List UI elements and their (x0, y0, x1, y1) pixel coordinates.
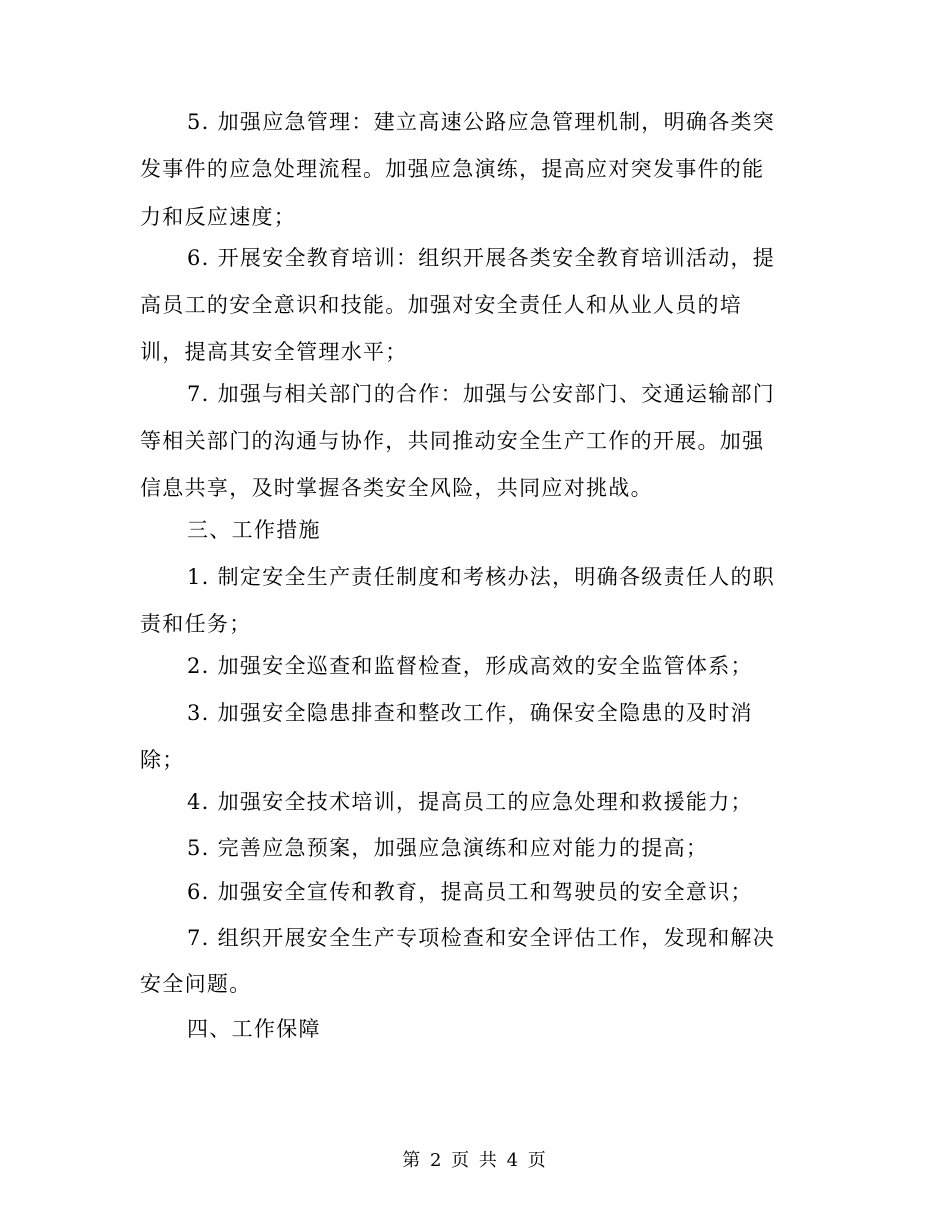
text-line: 除； (140, 748, 185, 772)
text-line: 6. 加强安全宣传和教育，提高员工和驾驶员的安全意识； (187, 880, 753, 904)
text-line: 高员工的安全意识和技能。加强对安全责任人和从业人员的培 (140, 293, 743, 317)
text-line: 等相关部门的沟通与协作，共同推动安全生产工作的开展。加强 (140, 429, 765, 453)
text-line: 1. 制定安全生产责任制度和考核办法，明确各级责任人的职 (187, 565, 776, 589)
text-line: 4. 加强安全技术培训，提高员工的应急处理和救援能力； (187, 790, 753, 814)
page-number-footer: 第 2 页 共 4 页 (402, 1150, 548, 1171)
text-line: 安全问题。 (140, 972, 252, 996)
section-heading: 四、工作保障 (187, 1017, 321, 1041)
text-line: 责和任务； (140, 612, 252, 636)
text-line: 5. 加强应急管理：建立高速公路应急管理机制，明确各类突 (187, 110, 776, 134)
text-line: 信息共享，及时掌握各类安全风险，共同应对挑战。 (140, 476, 653, 500)
text-line: 5. 完善应急预案，加强应急演练和应对能力的提高； (187, 836, 709, 860)
text-line: 7. 加强与相关部门的合作：加强与公安部门、交通运输部门 (187, 382, 776, 406)
text-line: 2. 加强安全巡查和监督检查，形成高效的安全监管体系； (187, 654, 753, 678)
section-heading: 三、工作措施 (187, 518, 321, 542)
text-line: 3. 加强安全隐患排查和整改工作，确保安全隐患的及时消 (187, 701, 753, 725)
text-line: 7. 组织开展安全生产专项检查和安全评估工作，发现和解决 (187, 926, 776, 950)
text-line: 训，提高其安全管理水平； (140, 340, 408, 364)
text-line: 发事件的应急处理流程。加强应急演练，提高应对突发事件的能 (140, 157, 765, 181)
text-line: 力和反应速度； (140, 205, 297, 229)
text-line: 6. 开展安全教育培训：组织开展各类安全教育培训活动，提 (187, 246, 776, 270)
